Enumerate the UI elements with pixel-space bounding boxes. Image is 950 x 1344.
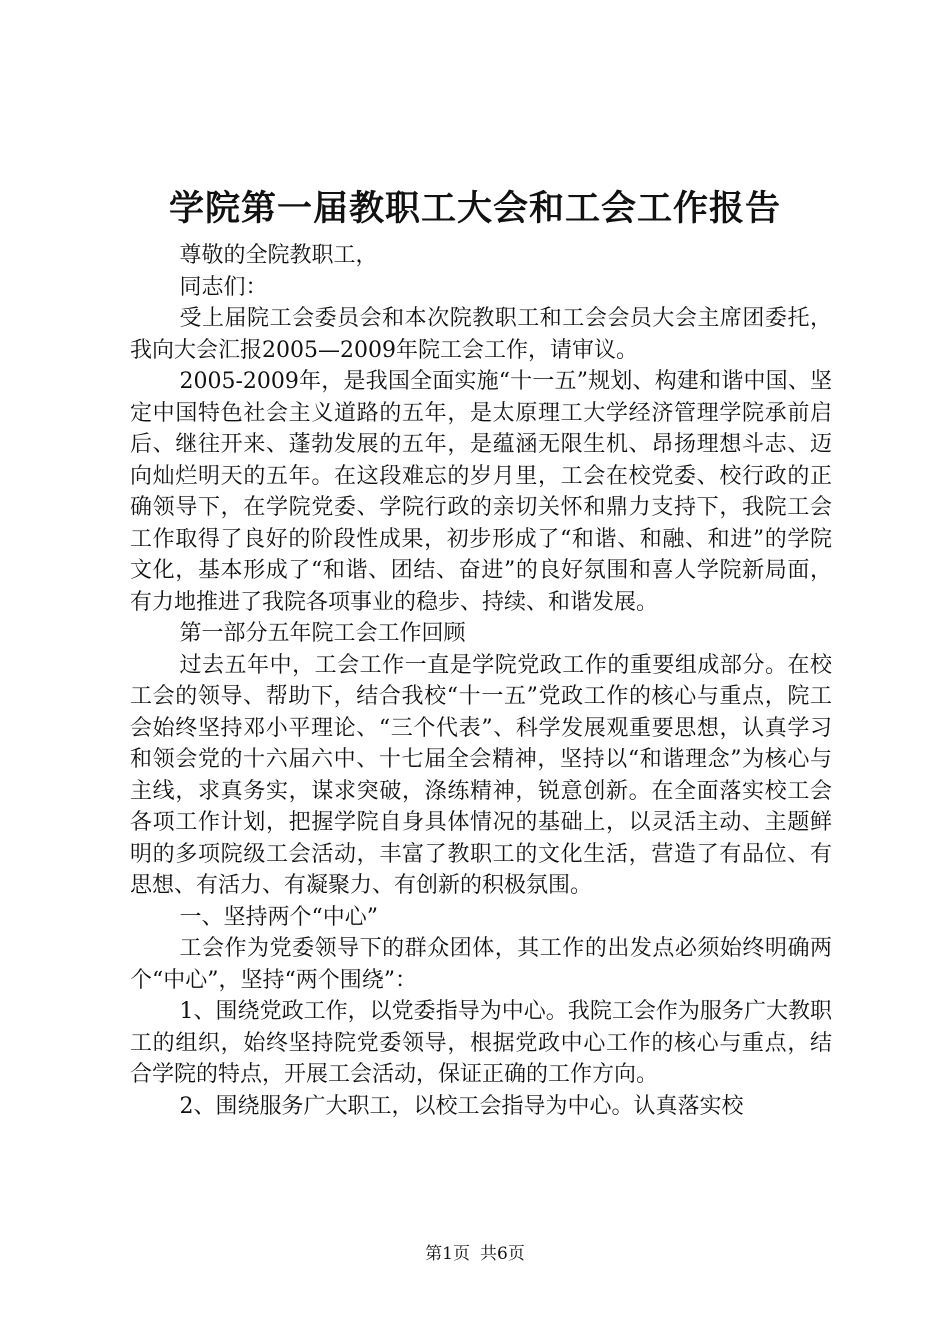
- document-title: 学院第一届教职工大会和工会工作报告: [168, 189, 781, 229]
- page-footer: [0, 1243, 950, 1265]
- page-total: 共6页: [480, 1244, 525, 1264]
- salutation-line: 同志们：: [179, 274, 268, 300]
- page-number: 第1页: [425, 1244, 470, 1264]
- section-heading: 第一部分五年院工会工作回顾: [179, 621, 466, 646]
- body-paragraph: 受上届院工会委员会和本次院教职工和工会会员大会主席团委托，我向大会汇报2005—2009年院工会工作，请审议。: [130, 306, 832, 363]
- body-paragraph: 过去五年中，工会工作一直是学院党政工作的重要组成部分。在校工会的领导、帮助下，结合我校“十一五”党政工作的核心与重点，院工会始终坚持邓小平理论、“三个代表”、科学发展观重要思想，认真学习和领会党的十六届六中、十七届全会精神，坚持以“和谐理念”为核心与主线，求真务实，谋求突破，涤练精神，锐意创新。在全面落实校工会各项工作计划，把握学院自身具体情况的基础上，以灵活主动、主题鲜明的多项院级工会活动，丰富了教职工的文化生活，营造了有品位、有思想、有活力、有凝聚力、有创新的积极氛围。: [130, 652, 832, 898]
- body-paragraph: 工会作为党委领导下的群众团体，其工作的出发点必须始终明确两个“中心”，坚持“两个围绕”：: [130, 936, 832, 993]
- body-paragraph: 1、围绕党政工作，以党委指导为中心。我院工会作为服务广大教职工的组织，始终坚持院党委领导，根据党政中心工作的核心与重点，结合学院的特点，开展工会活动，保证正确的工作方向。: [130, 999, 832, 1087]
- body-paragraph: 2、围绕服务广大职工，以校工会指导为中心。认真落实校: [179, 1093, 744, 1119]
- subsection-heading: 一、坚持两个“中心”: [179, 904, 378, 930]
- document-body: [130, 240, 832, 1122]
- salutation-line: 尊敬的全院教职工，: [179, 243, 378, 268]
- body-paragraph: 2005-2009年，是我国全面实施“十一五”规划、构建和谐中国、坚定中国特色社会主义道路的五年，是太原理工大学经济管理学院承前启后、继往开来、蓬勃发展的五年，是蕴涵无限生机、昂扬理想斗志、迈向灿烂明天的五年。在这段难忘的岁月里，工会在校党委、校行政的正确领导下，在学院党委、学院行政的亲切关怀和鼎力支持下，我院工会工作取得了良好的阶段性成果，初步形成了“和谐、和融、和进”的学院文化，基本形成了“和谐、团结、奋进”的良好氛围和喜人学院新局面，有力地推进了我院各项事业的稳步、持续、和谐发展。: [130, 369, 832, 615]
